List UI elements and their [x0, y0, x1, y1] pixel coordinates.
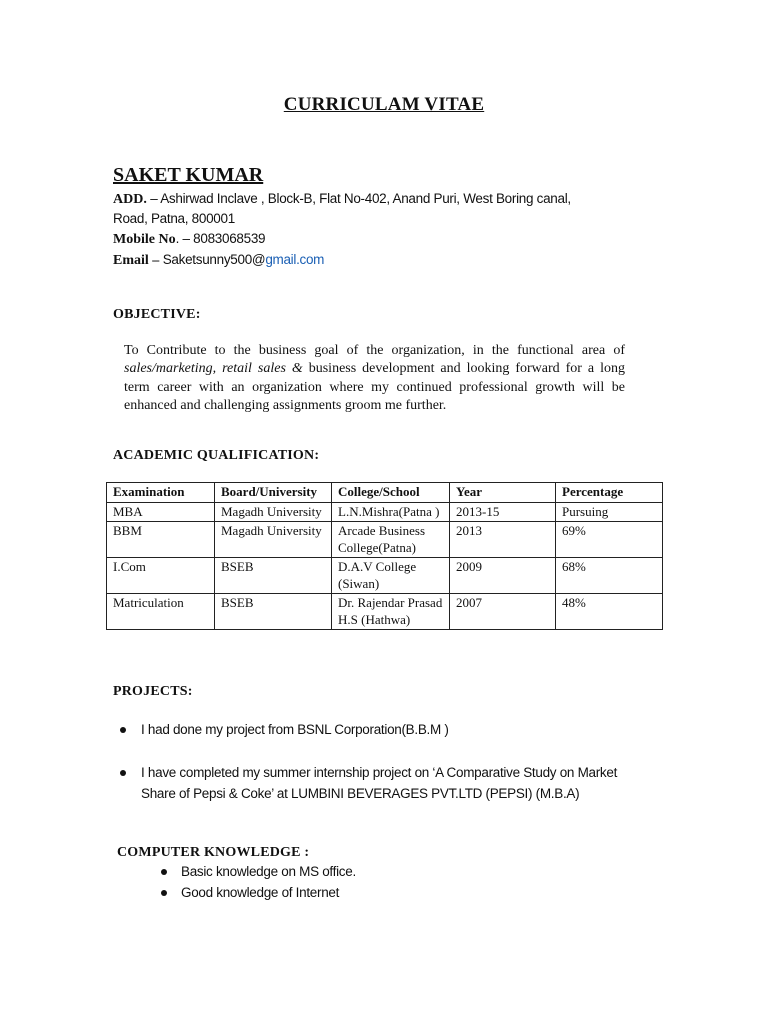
- table-cell: Magadh University: [215, 522, 332, 558]
- table-cell: BSEB: [215, 594, 332, 630]
- address-value-line1: – Ashirwad Inclave , Block-B, Flat No-402, Anand Puri, West Boring canal,: [146, 191, 571, 206]
- table-cell: 2009: [450, 558, 556, 594]
- table-cell: 69%: [556, 522, 663, 558]
- table-cell: L.N.Mishra(Patna ): [332, 502, 450, 522]
- email-user: Saketsunny500@: [159, 252, 266, 267]
- document-title: CURRICULAM VITAE: [283, 94, 485, 115]
- objective-text: [124, 342, 625, 415]
- table-row: [107, 558, 663, 594]
- column-header-college: College/School: [332, 483, 450, 503]
- objective-text-part1: To Contribute to the business goal of the organization, in the functional area of: [124, 343, 625, 358]
- bullet-icon: [120, 770, 126, 776]
- computer-knowledge-item: Basic knowledge on MS office.: [181, 864, 356, 879]
- column-header-percentage: Percentage: [556, 483, 663, 503]
- table-cell: Magadh University: [215, 502, 332, 522]
- column-header-year: Year: [450, 483, 556, 503]
- email-line: [113, 249, 324, 271]
- project-item: I had done my project from BSNL Corporation(B.B.M ): [141, 722, 449, 737]
- column-header-board: Board/University: [215, 483, 332, 503]
- bullet-icon: [161, 869, 167, 875]
- bullet-icon: [161, 890, 167, 896]
- projects-heading: PROJECTS:: [113, 684, 193, 699]
- academic-table: [106, 482, 663, 630]
- computer-knowledge-heading: COMPUTER KNOWLEDGE :: [117, 845, 310, 860]
- table-cell: 68%: [556, 558, 663, 594]
- project-item: I have completed my summer internship project on ‘A Comparative Study on Market Share of Pepsi & Coke’ at LUMBINI BEVERAGES PVT.LTD (PEPSI) (M.B.A): [141, 765, 618, 801]
- table-cell: I.Com: [107, 558, 215, 594]
- table-cell: D.A.V College (Siwan): [332, 558, 450, 594]
- mobile-label: Mobile No: [113, 232, 176, 247]
- mobile-line: [113, 228, 265, 250]
- table-cell: 2013: [450, 522, 556, 558]
- table-cell: Dr. Rajendar Prasad H.S (Hathwa): [332, 594, 450, 630]
- computer-knowledge-item: Good knowledge of Internet: [181, 885, 340, 900]
- table-cell: BSEB: [215, 558, 332, 594]
- column-header-examination: Examination: [107, 483, 215, 503]
- table-cell: Pursuing: [556, 502, 663, 522]
- address-value-line2: Road, Patna, 800001: [113, 211, 235, 226]
- email-label: Email –: [113, 253, 160, 268]
- objective-text-italic: sales/marketing, retail sales &: [124, 361, 303, 377]
- table-row: [107, 522, 663, 558]
- table-cell: 48%: [556, 594, 663, 630]
- table-cell: Matriculation: [107, 594, 215, 630]
- table-row: [107, 594, 663, 630]
- mobile-value: . – 8083068539: [175, 231, 266, 246]
- candidate-name: SAKET KUMAR: [113, 164, 264, 186]
- table-header-row: [107, 483, 663, 503]
- table-cell: 2013-15: [450, 502, 556, 522]
- table-cell: Arcade Business College(Patna): [332, 522, 450, 558]
- address-line-2: [113, 208, 235, 229]
- address-line: [113, 188, 571, 210]
- email-domain-link[interactable]: gmail.com: [265, 252, 325, 267]
- table-cell: MBA: [107, 502, 215, 522]
- objective-heading: OBJECTIVE:: [113, 307, 201, 322]
- bullet-icon: [120, 727, 126, 733]
- table-row: [107, 502, 663, 522]
- address-label: ADD.: [113, 192, 147, 207]
- academic-heading: ACADEMIC QUALIFICATION:: [113, 448, 320, 463]
- objective-text-part2: business development and looking forward for a long term career with an organization where my continued professional growth will be enhanced and challenging assignments groom me further.: [124, 361, 625, 413]
- table-cell: BBM: [107, 522, 215, 558]
- table-cell: 2007: [450, 594, 556, 630]
